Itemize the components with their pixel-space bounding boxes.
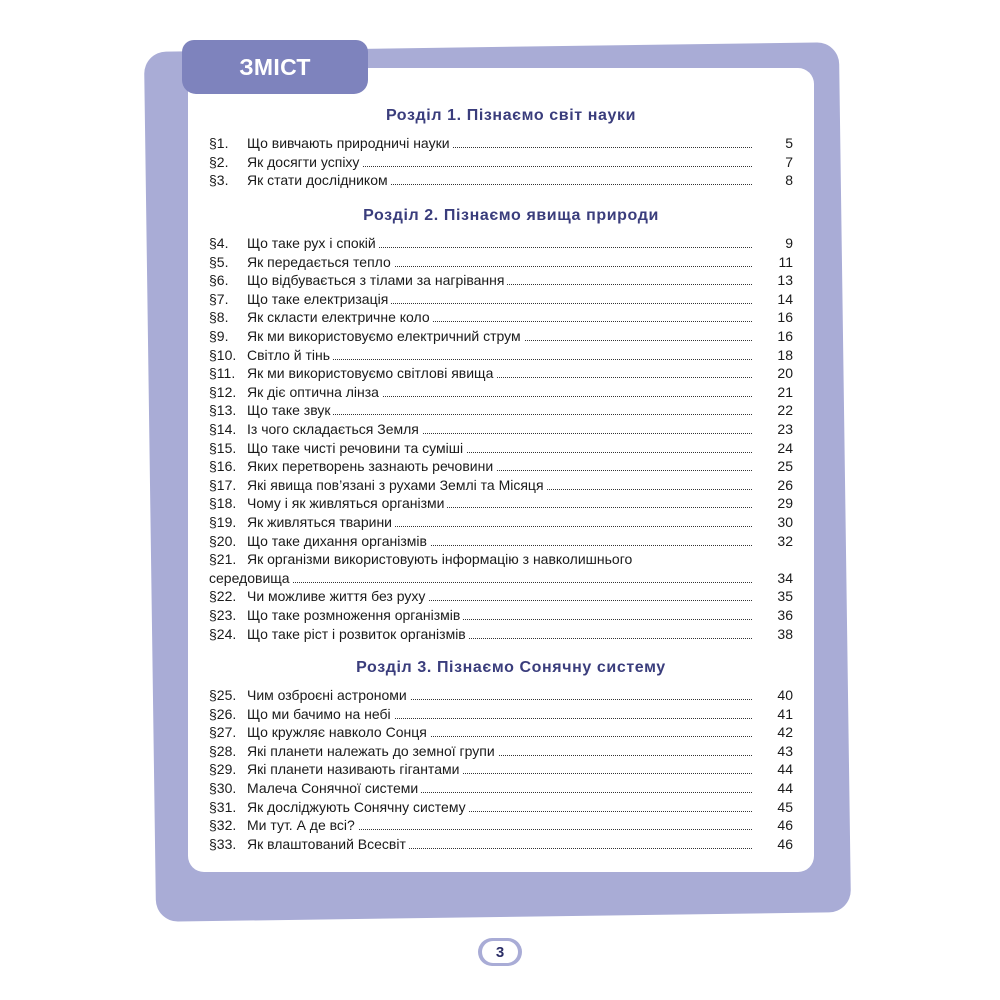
entry-title: Що таке рух і спокій (247, 234, 379, 252)
entry-page: 24 (777, 439, 793, 456)
entry-number: §28. (209, 742, 237, 759)
entry-title: Що таке дихання організмів (247, 532, 430, 550)
entry-number: §25. (209, 687, 237, 703)
entry-page: 29 (777, 495, 793, 512)
toc-entry[interactable] (209, 742, 793, 760)
entry-title: Що відбувається з тілами за нагрівання (247, 271, 507, 289)
entry-number: §4. (209, 235, 229, 251)
entry-number: §7. (209, 290, 229, 307)
entry-page: 41 (777, 705, 793, 722)
entry-page: 35 (777, 588, 793, 605)
entry-number: §27. (209, 724, 237, 741)
entry-page: 36 (777, 607, 793, 623)
entry-page: 9 (785, 235, 793, 251)
entry-number: §17. (209, 476, 237, 493)
entry-number: §20. (209, 532, 237, 549)
toc-entry[interactable] (209, 234, 793, 252)
toc-entry[interactable] (209, 606, 793, 624)
entry-number: §29. (209, 761, 237, 778)
entry-number: §22. (209, 588, 237, 605)
entry-number: §33. (209, 835, 237, 852)
toc-entry[interactable] (209, 723, 793, 741)
entry-number: §5. (209, 253, 229, 270)
entry-title: Як скласти електричне коло (247, 308, 433, 326)
entry-title: Що таке звук (247, 401, 333, 419)
entry-title-continuation: середовища (209, 569, 293, 587)
entry-page: 13 (777, 272, 793, 289)
toc-entry[interactable] (209, 532, 793, 550)
entry-title: Що таке ріст і розвиток організмів (247, 625, 469, 643)
entry-title: Як досліджують Сонячну систему (247, 798, 469, 816)
entry-number: §23. (209, 607, 237, 623)
toc-entry[interactable] (209, 271, 793, 289)
section-title: Розділ 3. Пізнаємо Сонячну систему (356, 659, 666, 676)
entry-title: Малеча Сонячної системи (247, 779, 421, 797)
toc-entry[interactable] (209, 253, 793, 271)
entry-number: §24. (209, 625, 237, 642)
entry-number: §13. (209, 402, 237, 419)
toc-entry[interactable] (209, 816, 793, 834)
entry-title: Чим озброєні астрономи (247, 686, 410, 704)
entry-page: 18 (777, 346, 793, 363)
entry-title: Як ми використовуємо електричний струм (247, 327, 524, 345)
entry-number: §15. (209, 439, 237, 456)
entry-page: 30 (777, 514, 793, 530)
entry-number: §14. (209, 421, 237, 437)
entry-title: Яких перетворень зазнають речовини (247, 457, 496, 475)
entry-page: 42 (777, 724, 793, 741)
entry-page: 44 (777, 780, 793, 796)
section-title: Розділ 1. Пізнаємо світ науки (385, 107, 637, 124)
entry-title: Як живляться тварини (247, 513, 395, 531)
entry-number: §10. (209, 346, 237, 363)
entry-page: 40 (777, 687, 793, 703)
entry-title: Як стати дослідником (247, 171, 391, 189)
entry-number: §16. (209, 458, 237, 475)
section-title: Розділ 2. Пізнаємо явища природи (363, 207, 659, 224)
entry-number: §2. (209, 153, 229, 170)
entry-title: Що ми бачимо на небі (247, 705, 394, 723)
entry-title: Як ми використовуємо світлові явища (247, 364, 496, 382)
entry-number: §31. (209, 798, 237, 815)
toc-entry[interactable] (209, 550, 793, 568)
toc-entry[interactable] (209, 401, 793, 419)
toc-entry[interactable] (209, 134, 793, 152)
entry-number: §12. (209, 383, 237, 400)
entry-number: §21. (209, 551, 237, 568)
toc-entry[interactable] (209, 513, 793, 531)
entry-title: Ми тут. А де всі? (247, 816, 358, 834)
entry-page: 25 (777, 458, 793, 475)
entry-title: Чому і як живляться організми (247, 494, 447, 512)
entry-number: §6. (209, 272, 229, 289)
toc-entry[interactable] (209, 587, 793, 605)
entry-number: §3. (209, 172, 229, 189)
entry-page: 45 (777, 798, 793, 815)
entry-title: Як передається тепло (247, 253, 394, 271)
entry-number: §9. (209, 328, 229, 344)
entry-title: Що таке чисті речовини та суміші (247, 439, 466, 457)
entry-title: Як влаштований Всесвіт (247, 835, 409, 853)
toc-entry[interactable] (209, 625, 793, 643)
toc-entry[interactable] (209, 364, 793, 382)
entry-number: §19. (209, 514, 237, 530)
entry-number: §26. (209, 705, 237, 722)
toc-entry[interactable] (209, 290, 793, 308)
entry-page: 20 (777, 365, 793, 382)
entry-page: 16 (777, 328, 793, 344)
entry-title: Світло й тінь (247, 346, 333, 364)
toc-entry[interactable] (209, 420, 793, 438)
entry-title: Чи можливе життя без руху (247, 587, 428, 605)
entry-page: 34 (777, 569, 793, 586)
toc-entry-continuation[interactable] (209, 569, 793, 587)
page-number-badge (478, 938, 522, 966)
entry-page: 14 (777, 290, 793, 307)
entry-number: §1. (209, 135, 229, 151)
toc-entry[interactable] (209, 153, 793, 171)
entry-title: Що кружляє навколо Сонця (247, 723, 430, 741)
entry-title: Що таке електризація (247, 290, 391, 308)
entry-number: §18. (209, 495, 237, 512)
toc-entry[interactable] (209, 705, 793, 723)
entry-page: 44 (777, 761, 793, 778)
entry-number: §32. (209, 817, 237, 834)
entry-number: §30. (209, 780, 237, 796)
entry-title: Які явища пов’язані з рухами Землі та Місяця (247, 476, 547, 494)
entry-page: 46 (777, 817, 793, 834)
toc-entry[interactable] (209, 494, 793, 512)
toc-entry[interactable] (209, 346, 793, 364)
entry-page: 38 (777, 625, 793, 642)
toc-entry[interactable] (209, 439, 793, 457)
toc-entry[interactable] (209, 308, 793, 326)
toc-entry[interactable] (209, 476, 793, 494)
entry-page: 46 (777, 835, 793, 852)
toc-entry[interactable] (209, 327, 793, 345)
entry-page: 21 (777, 383, 793, 400)
toc-entry[interactable] (209, 760, 793, 778)
entry-page: 22 (777, 402, 793, 419)
contents-heading: ЗМІСТ (182, 40, 368, 94)
toc-entry[interactable] (209, 686, 793, 704)
toc-entry[interactable] (209, 835, 793, 853)
entry-page: 11 (778, 253, 793, 270)
entry-page: 32 (777, 532, 793, 549)
entry-title: Як досягти успіху (247, 153, 362, 171)
entry-title: Які планети належать до земної групи (247, 742, 498, 760)
entry-number: §11. (209, 365, 236, 382)
toc-entry[interactable] (209, 798, 793, 816)
entry-page: 16 (777, 309, 793, 326)
entry-title: Як діє оптична лінза (247, 383, 382, 401)
entry-page: 7 (785, 153, 793, 170)
entry-page: 43 (777, 742, 793, 759)
entry-title: Що таке розмноження організмів (247, 606, 463, 624)
toc-entry[interactable] (209, 383, 793, 401)
entry-title: Із чого складається Земля (247, 420, 422, 438)
entry-page: 26 (777, 476, 793, 493)
entry-title: Що вивчають природничі науки (247, 134, 453, 152)
entry-number: §8. (209, 309, 229, 326)
toc-entry[interactable] (209, 779, 793, 797)
entry-page: 5 (785, 135, 793, 151)
entry-title: Як організми використовують інформацію з навколишнього (247, 550, 635, 568)
entry-page: 23 (777, 421, 793, 437)
entry-title: Які планети називають гігантами (247, 760, 462, 778)
entry-page: 8 (785, 172, 793, 189)
toc-entry[interactable] (209, 457, 793, 475)
page-number: 3 (482, 941, 518, 963)
toc-entry[interactable] (209, 171, 793, 189)
